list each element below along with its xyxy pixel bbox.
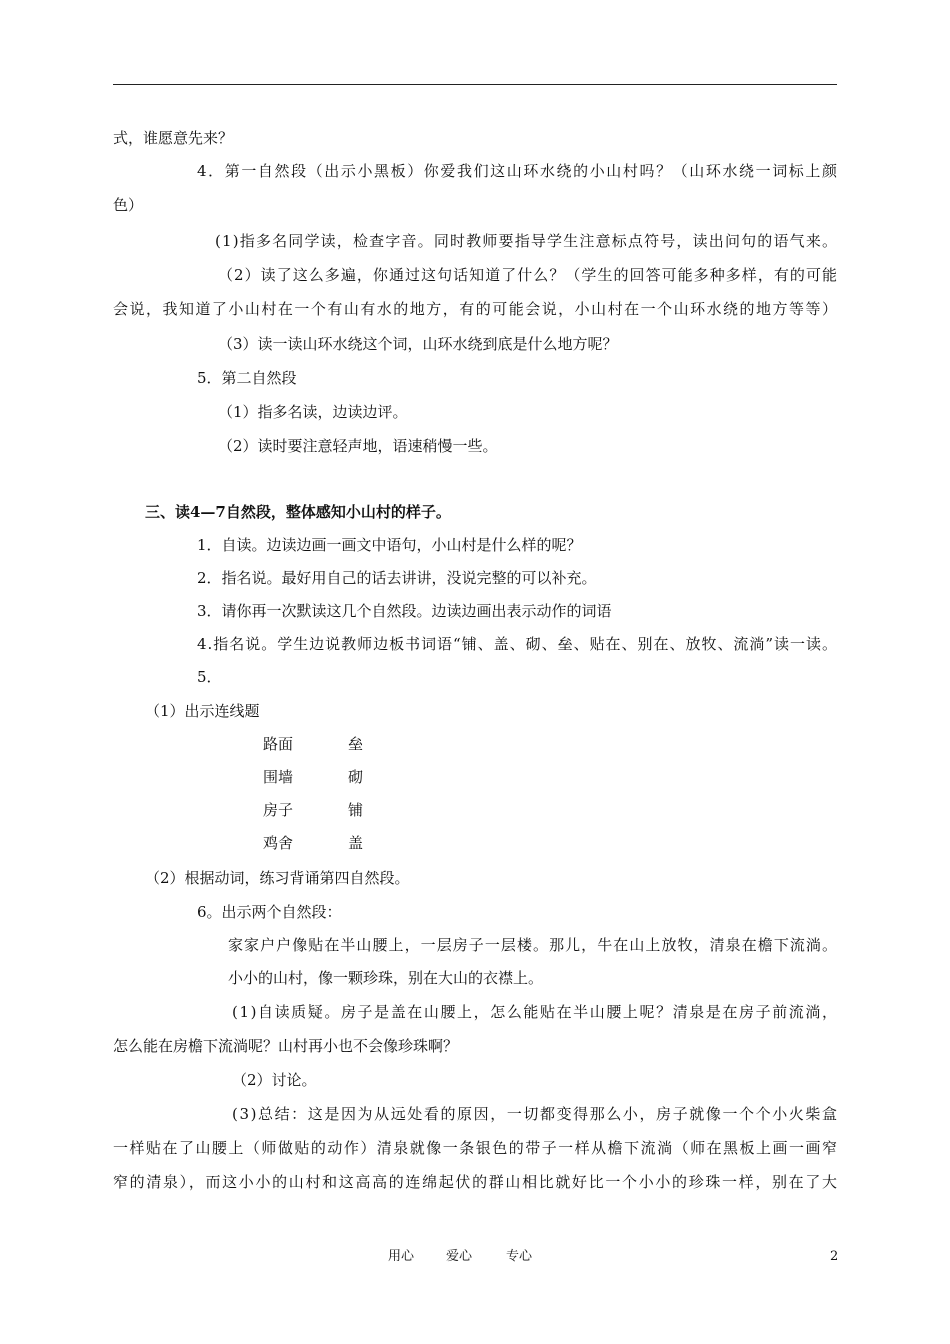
matching-right-word: 铺 (348, 801, 364, 819)
text-line: 5． (197, 668, 222, 686)
text-line: 色） (113, 196, 144, 214)
page-footer (0, 1246, 950, 1268)
text-line: 式，谁愿意先来？ (113, 129, 234, 147)
text-line: （3）读一读山环水绕这个词，山环水绕到底是什么地方呢？ (218, 335, 618, 353)
matching-right-word: 砌 (348, 768, 364, 786)
text-line: （2）根据动词，练习背诵第四自然段。 (145, 869, 410, 887)
footer-motto: 爱心 (446, 1249, 473, 1264)
matching-right-word: 盖 (348, 834, 364, 852)
text-line: （1）出示连线题 (145, 702, 260, 720)
text-line: 窄的清泉），而这小小的山村和这高高的连绵起伏的群山相比就好比一个小小的珍珠一样，别在了大 (113, 1173, 839, 1191)
matching-left-word: 房子 (263, 801, 294, 819)
header-rule (113, 84, 837, 85)
section-heading: 三、读4—7自然段，整体感知小山村的样子。 (145, 503, 451, 521)
text-line: 5．第二自然段 (197, 369, 297, 387)
text-line: （1）指多名读，边读边评。 (218, 403, 408, 421)
matching-left-word: 围墙 (263, 768, 294, 786)
text-line: （2）讨论。 (232, 1071, 317, 1089)
footer-motto: 用心 (388, 1249, 415, 1264)
text-line: 怎么能在房檐下流淌呢？山村再小也不会像珍珠啊？ (113, 1037, 459, 1055)
text-line: （2）读了这么多遍，你通过这句话知道了什么？（学生的回答可能多种多样，有的可能 (218, 266, 839, 284)
footer-motto: 专心 (506, 1249, 533, 1264)
matching-right-word: 垒 (348, 735, 364, 753)
text-line: 3．请你再一次默读这几个自然段。边读边画出表示动作的词语 (197, 602, 612, 620)
matching-left-word: 路面 (263, 735, 294, 753)
text-line: 家家户户像贴在半山腰上，一层房子一层楼。那儿，牛在山上放牧，清泉在檐下流淌。 (228, 936, 839, 954)
text-line: 1．自读。边读边画一画文中语句，小山村是什么样的呢？ (197, 536, 582, 554)
text-line: 4．第一自然段（出示小黑板）你爱我们这山环水绕的小山村吗？（山环水绕一词标上颜 (197, 162, 839, 180)
text-line: （2）读时要注意轻声地，语速稍慢一些。 (218, 437, 498, 455)
text-line: 小小的山村，像一颗珍珠，别在大山的衣襟上。 (228, 969, 544, 987)
text-line: (3)总结：这是因为从远处看的原因，一切都变得那么小，房子就像一个个小火柴盒 (232, 1105, 839, 1123)
text-line: 会说，我知道了小山村在一个有山有水的地方，有的可能会说，小山村在一个山环水绕的地方等等） (113, 300, 839, 318)
text-line: 2．指名说。最好用自己的话去讲讲，没说完整的可以补充。 (197, 569, 597, 587)
text-line: (1)指多名同学读，检查字音。同时教师要指导学生注意标点符号，读出问句的语气来。 (215, 232, 839, 250)
text-line: (1)自读质疑。房子是盖在山腰上，怎么能贴在半山腰上呢？清泉是在房子前流淌， (232, 1003, 839, 1021)
page-number: 2 (830, 1249, 839, 1264)
matching-left-word: 鸡舍 (263, 834, 294, 852)
text-line: 6。出示两个自然段： (197, 903, 342, 921)
text-line: 4.指名说。学生边说教师边板书词语“铺、盖、砌、垒、贴在、别在、放牧、流淌”读一读。 (197, 635, 838, 653)
text-line: 一样贴在了山腰上（师做贴的动作）清泉就像一条银色的带子一样从檐下流淌（师在黑板上画一画窄 (113, 1139, 839, 1157)
